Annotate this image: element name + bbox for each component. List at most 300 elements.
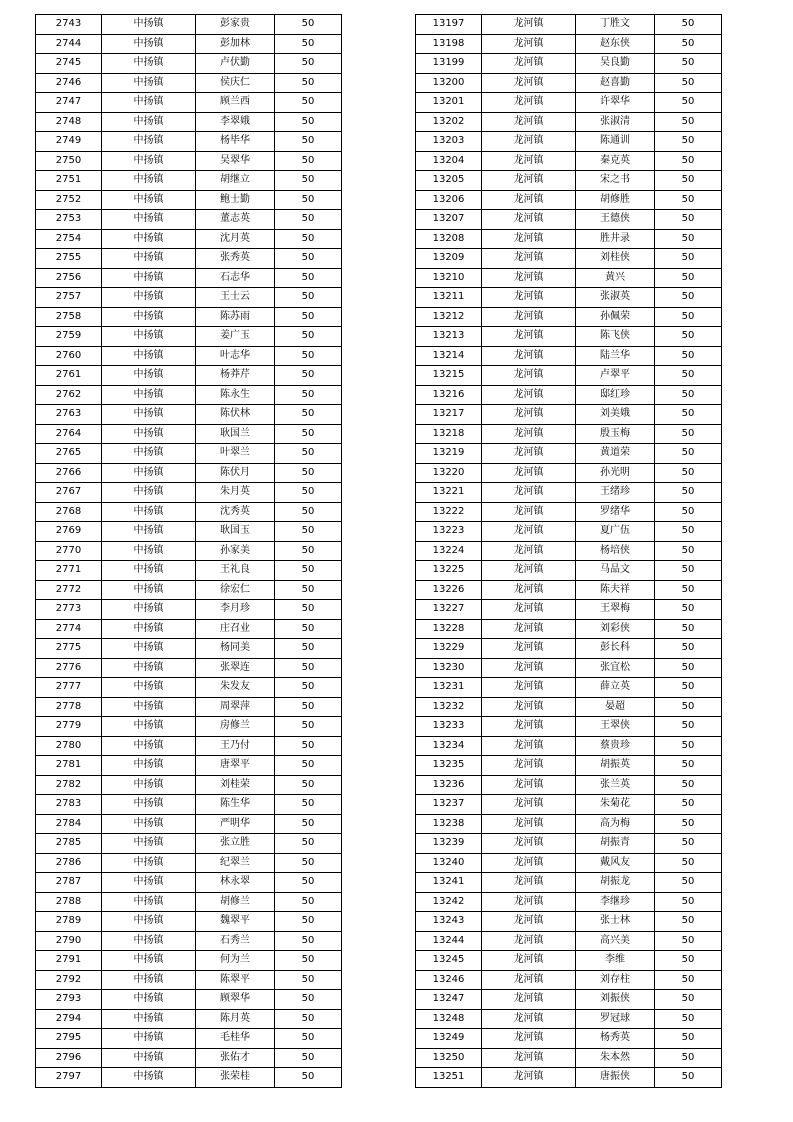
- table-row: [416, 970, 722, 990]
- table-row: [36, 93, 342, 113]
- amount-cell: 50: [655, 873, 722, 893]
- amount-cell: 50: [275, 834, 342, 854]
- row-number-cell: 13250: [416, 1048, 482, 1068]
- row-number-cell: 13234: [416, 736, 482, 756]
- name-cell: 杨同美: [196, 639, 275, 659]
- table-row: [36, 522, 342, 542]
- name-cell: 刘美娥: [576, 405, 655, 425]
- name-cell: 张翠连: [196, 658, 275, 678]
- amount-cell: 50: [275, 112, 342, 132]
- table-row: [416, 444, 722, 464]
- table-row: [36, 171, 342, 191]
- name-cell: 刘彩侠: [576, 619, 655, 639]
- table-row: [36, 639, 342, 659]
- town-cell: 中扬镇: [102, 385, 196, 405]
- amount-cell: 50: [275, 639, 342, 659]
- row-number-cell: 13218: [416, 424, 482, 444]
- town-cell: 中扬镇: [102, 132, 196, 152]
- amount-cell: 50: [655, 658, 722, 678]
- left-table: [35, 14, 342, 1088]
- row-number-cell: 2784: [36, 814, 102, 834]
- amount-cell: 50: [275, 327, 342, 347]
- table-row: [416, 424, 722, 444]
- row-number-cell: 13236: [416, 775, 482, 795]
- table-row: [416, 112, 722, 132]
- table-row: [36, 327, 342, 347]
- table-row: [36, 463, 342, 483]
- table-row: [416, 327, 722, 347]
- town-cell: 龙河镇: [482, 1009, 576, 1029]
- right-table: [415, 14, 722, 1088]
- town-cell: 龙河镇: [482, 15, 576, 35]
- name-cell: 耿国兰: [196, 424, 275, 444]
- amount-cell: 50: [655, 912, 722, 932]
- row-number-cell: 2759: [36, 327, 102, 347]
- amount-cell: 50: [655, 366, 722, 386]
- amount-cell: 50: [275, 814, 342, 834]
- name-cell: 林永翠: [196, 873, 275, 893]
- row-number-cell: 13200: [416, 73, 482, 93]
- town-cell: 龙河镇: [482, 288, 576, 308]
- amount-cell: 50: [655, 600, 722, 620]
- town-cell: 龙河镇: [482, 522, 576, 542]
- row-number-cell: 13223: [416, 522, 482, 542]
- table-row: [36, 15, 342, 35]
- town-cell: 中扬镇: [102, 522, 196, 542]
- table-row: [416, 502, 722, 522]
- table-row: [416, 268, 722, 288]
- name-cell: 陈飞侠: [576, 327, 655, 347]
- amount-cell: 50: [275, 151, 342, 171]
- row-number-cell: 2754: [36, 229, 102, 249]
- table-row: [416, 756, 722, 776]
- row-number-cell: 13205: [416, 171, 482, 191]
- table-row: [416, 697, 722, 717]
- amount-cell: 50: [275, 1009, 342, 1029]
- row-number-cell: 2760: [36, 346, 102, 366]
- table-row: [36, 834, 342, 854]
- row-number-cell: 2776: [36, 658, 102, 678]
- row-number-cell: 2757: [36, 288, 102, 308]
- row-number-cell: 13227: [416, 600, 482, 620]
- amount-cell: 50: [655, 580, 722, 600]
- amount-cell: 50: [655, 249, 722, 269]
- name-cell: 张佑才: [196, 1048, 275, 1068]
- amount-cell: 50: [655, 132, 722, 152]
- row-number-cell: 13237: [416, 795, 482, 815]
- row-number-cell: 13201: [416, 93, 482, 113]
- table-row: [416, 775, 722, 795]
- right-table-body: [416, 15, 722, 1088]
- table-row: [36, 366, 342, 386]
- town-cell: 中扬镇: [102, 424, 196, 444]
- town-cell: 中扬镇: [102, 483, 196, 503]
- row-number-cell: 13211: [416, 288, 482, 308]
- amount-cell: 50: [275, 502, 342, 522]
- row-number-cell: 13197: [416, 15, 482, 35]
- name-cell: 朱本然: [576, 1048, 655, 1068]
- table-row: [36, 951, 342, 971]
- town-cell: 中扬镇: [102, 600, 196, 620]
- amount-cell: 50: [275, 366, 342, 386]
- town-cell: 中扬镇: [102, 171, 196, 191]
- town-cell: 中扬镇: [102, 1009, 196, 1029]
- town-cell: 龙河镇: [482, 892, 576, 912]
- name-cell: 卢伏勤: [196, 54, 275, 74]
- row-number-cell: 2774: [36, 619, 102, 639]
- row-number-cell: 2766: [36, 463, 102, 483]
- name-cell: 胡继立: [196, 171, 275, 191]
- name-cell: 唐振侠: [576, 1068, 655, 1088]
- town-cell: 中扬镇: [102, 1029, 196, 1049]
- name-cell: 刘振侠: [576, 990, 655, 1010]
- row-number-cell: 2793: [36, 990, 102, 1010]
- row-number-cell: 2789: [36, 912, 102, 932]
- town-cell: 中扬镇: [102, 307, 196, 327]
- town-cell: 龙河镇: [482, 424, 576, 444]
- name-cell: 魏翠平: [196, 912, 275, 932]
- row-number-cell: 2758: [36, 307, 102, 327]
- table-row: [416, 54, 722, 74]
- table-row: [416, 853, 722, 873]
- row-number-cell: 13245: [416, 951, 482, 971]
- town-cell: 中扬镇: [102, 736, 196, 756]
- row-number-cell: 13206: [416, 190, 482, 210]
- row-number-cell: 2763: [36, 405, 102, 425]
- town-cell: 龙河镇: [482, 307, 576, 327]
- name-cell: 陈翠平: [196, 970, 275, 990]
- name-cell: 戴风友: [576, 853, 655, 873]
- name-cell: 胡修兰: [196, 892, 275, 912]
- town-cell: 龙河镇: [482, 775, 576, 795]
- row-number-cell: 13198: [416, 34, 482, 54]
- row-number-cell: 13209: [416, 249, 482, 269]
- row-number-cell: 2753: [36, 210, 102, 230]
- table-row: [36, 268, 342, 288]
- row-number-cell: 2768: [36, 502, 102, 522]
- table-row: [36, 34, 342, 54]
- row-number-cell: 2749: [36, 132, 102, 152]
- row-number-cell: 13216: [416, 385, 482, 405]
- row-number-cell: 2778: [36, 697, 102, 717]
- town-cell: 龙河镇: [482, 853, 576, 873]
- table-row: [36, 307, 342, 327]
- amount-cell: 50: [275, 385, 342, 405]
- amount-cell: 50: [275, 132, 342, 152]
- name-cell: 石志华: [196, 268, 275, 288]
- name-cell: 黄兴: [576, 268, 655, 288]
- table-row: [416, 249, 722, 269]
- name-cell: 杨莽芹: [196, 366, 275, 386]
- amount-cell: 50: [275, 424, 342, 444]
- name-cell: 王礼良: [196, 561, 275, 581]
- table-row: [416, 892, 722, 912]
- town-cell: 龙河镇: [482, 795, 576, 815]
- town-cell: 中扬镇: [102, 502, 196, 522]
- table-row: [416, 931, 722, 951]
- table-row: [36, 912, 342, 932]
- row-number-cell: 13225: [416, 561, 482, 581]
- amount-cell: 50: [655, 34, 722, 54]
- table-row: [36, 346, 342, 366]
- amount-cell: 50: [275, 892, 342, 912]
- amount-cell: 50: [275, 268, 342, 288]
- name-cell: 严明华: [196, 814, 275, 834]
- name-cell: 顾兰西: [196, 93, 275, 113]
- table-row: [36, 249, 342, 269]
- table-row: [36, 54, 342, 74]
- town-cell: 中扬镇: [102, 54, 196, 74]
- row-number-cell: 2762: [36, 385, 102, 405]
- name-cell: 李翠娥: [196, 112, 275, 132]
- amount-cell: 50: [655, 1068, 722, 1088]
- table-row: [36, 775, 342, 795]
- name-cell: 刘存柱: [576, 970, 655, 990]
- row-number-cell: 2752: [36, 190, 102, 210]
- town-cell: 龙河镇: [482, 580, 576, 600]
- row-number-cell: 13221: [416, 483, 482, 503]
- name-cell: 侯庆仁: [196, 73, 275, 93]
- amount-cell: 50: [275, 463, 342, 483]
- town-cell: 中扬镇: [102, 619, 196, 639]
- row-number-cell: 13235: [416, 756, 482, 776]
- town-cell: 龙河镇: [482, 873, 576, 893]
- table-row: [36, 1009, 342, 1029]
- name-cell: 许翠华: [576, 93, 655, 113]
- row-number-cell: 13244: [416, 931, 482, 951]
- town-cell: 中扬镇: [102, 775, 196, 795]
- amount-cell: 50: [275, 34, 342, 54]
- amount-cell: 50: [655, 931, 722, 951]
- row-number-cell: 13207: [416, 210, 482, 230]
- town-cell: 中扬镇: [102, 814, 196, 834]
- name-cell: 邸红珍: [576, 385, 655, 405]
- name-cell: 王士云: [196, 288, 275, 308]
- table-row: [36, 288, 342, 308]
- table-row: [416, 132, 722, 152]
- name-cell: 唐翠平: [196, 756, 275, 776]
- town-cell: 龙河镇: [482, 970, 576, 990]
- town-cell: 龙河镇: [482, 1029, 576, 1049]
- amount-cell: 50: [655, 502, 722, 522]
- table-row: [36, 658, 342, 678]
- table-row: [36, 1029, 342, 1049]
- row-number-cell: 2794: [36, 1009, 102, 1029]
- name-cell: 王翠侠: [576, 717, 655, 737]
- name-cell: 王绪珍: [576, 483, 655, 503]
- name-cell: 蔡贵珍: [576, 736, 655, 756]
- amount-cell: 50: [655, 541, 722, 561]
- row-number-cell: 13226: [416, 580, 482, 600]
- amount-cell: 50: [655, 385, 722, 405]
- row-number-cell: 13232: [416, 697, 482, 717]
- name-cell: 徐宏仁: [196, 580, 275, 600]
- amount-cell: 50: [655, 405, 722, 425]
- amount-cell: 50: [655, 795, 722, 815]
- town-cell: 龙河镇: [482, 249, 576, 269]
- town-cell: 中扬镇: [102, 697, 196, 717]
- row-number-cell: 13248: [416, 1009, 482, 1029]
- amount-cell: 50: [275, 1068, 342, 1088]
- name-cell: 姜广玉: [196, 327, 275, 347]
- name-cell: 陈永生: [196, 385, 275, 405]
- table-row: [416, 463, 722, 483]
- town-cell: 中扬镇: [102, 229, 196, 249]
- name-cell: 沈月英: [196, 229, 275, 249]
- name-cell: 陈通训: [576, 132, 655, 152]
- row-number-cell: 2767: [36, 483, 102, 503]
- name-cell: 房修兰: [196, 717, 275, 737]
- amount-cell: 50: [275, 970, 342, 990]
- table-row: [36, 756, 342, 776]
- row-number-cell: 2777: [36, 678, 102, 698]
- town-cell: 龙河镇: [482, 561, 576, 581]
- name-cell: 杨秀英: [576, 1029, 655, 1049]
- town-cell: 龙河镇: [482, 951, 576, 971]
- town-cell: 龙河镇: [482, 483, 576, 503]
- name-cell: 张淑英: [576, 288, 655, 308]
- town-cell: 龙河镇: [482, 405, 576, 425]
- town-cell: 中扬镇: [102, 93, 196, 113]
- name-cell: 张兰英: [576, 775, 655, 795]
- table-row: [36, 795, 342, 815]
- amount-cell: 50: [275, 580, 342, 600]
- amount-cell: 50: [655, 444, 722, 464]
- table-row: [36, 619, 342, 639]
- table-row: [416, 73, 722, 93]
- name-cell: 顾翠华: [196, 990, 275, 1010]
- amount-cell: 50: [655, 307, 722, 327]
- town-cell: 龙河镇: [482, 112, 576, 132]
- table-row: [36, 112, 342, 132]
- amount-cell: 50: [655, 990, 722, 1010]
- name-cell: 罗绪华: [576, 502, 655, 522]
- table-row: [416, 405, 722, 425]
- amount-cell: 50: [275, 678, 342, 698]
- town-cell: 龙河镇: [482, 834, 576, 854]
- row-number-cell: 2783: [36, 795, 102, 815]
- town-cell: 中扬镇: [102, 717, 196, 737]
- table-row: [416, 600, 722, 620]
- name-cell: 胜井录: [576, 229, 655, 249]
- name-cell: 毛桂华: [196, 1029, 275, 1049]
- table-row: [416, 873, 722, 893]
- name-cell: 张宜松: [576, 658, 655, 678]
- town-cell: 中扬镇: [102, 990, 196, 1010]
- town-cell: 中扬镇: [102, 1068, 196, 1088]
- town-cell: 龙河镇: [482, 463, 576, 483]
- town-cell: 中扬镇: [102, 444, 196, 464]
- town-cell: 龙河镇: [482, 541, 576, 561]
- amount-cell: 50: [275, 1029, 342, 1049]
- row-number-cell: 2785: [36, 834, 102, 854]
- town-cell: 龙河镇: [482, 366, 576, 386]
- table-row: [416, 717, 722, 737]
- table-row: [36, 814, 342, 834]
- amount-cell: 50: [655, 639, 722, 659]
- town-cell: 中扬镇: [102, 463, 196, 483]
- amount-cell: 50: [655, 93, 722, 113]
- row-number-cell: 2782: [36, 775, 102, 795]
- table-row: [416, 814, 722, 834]
- amount-cell: 50: [655, 288, 722, 308]
- amount-cell: 50: [275, 697, 342, 717]
- amount-cell: 50: [275, 288, 342, 308]
- town-cell: 中扬镇: [102, 892, 196, 912]
- town-cell: 中扬镇: [102, 73, 196, 93]
- town-cell: 中扬镇: [102, 853, 196, 873]
- name-cell: 周翠萍: [196, 697, 275, 717]
- amount-cell: 50: [275, 171, 342, 191]
- amount-cell: 50: [655, 522, 722, 542]
- table-row: [36, 190, 342, 210]
- town-cell: 龙河镇: [482, 931, 576, 951]
- town-cell: 龙河镇: [482, 73, 576, 93]
- town-cell: 龙河镇: [482, 658, 576, 678]
- table-row: [36, 717, 342, 737]
- name-cell: 赵东侠: [576, 34, 655, 54]
- name-cell: 庄召业: [196, 619, 275, 639]
- row-number-cell: 2791: [36, 951, 102, 971]
- table-row: [416, 346, 722, 366]
- table-row: [36, 132, 342, 152]
- amount-cell: 50: [655, 54, 722, 74]
- town-cell: 中扬镇: [102, 210, 196, 230]
- name-cell: 张士林: [576, 912, 655, 932]
- town-cell: 中扬镇: [102, 112, 196, 132]
- name-cell: 黄道荣: [576, 444, 655, 464]
- table-row: [416, 1068, 722, 1088]
- town-cell: 龙河镇: [482, 229, 576, 249]
- row-number-cell: 13210: [416, 268, 482, 288]
- amount-cell: 50: [655, 717, 722, 737]
- table-row: [416, 951, 722, 971]
- name-cell: 宋之书: [576, 171, 655, 191]
- amount-cell: 50: [655, 327, 722, 347]
- table-row: [36, 405, 342, 425]
- name-cell: 董志英: [196, 210, 275, 230]
- row-number-cell: 13241: [416, 873, 482, 893]
- row-number-cell: 2797: [36, 1068, 102, 1088]
- town-cell: 中扬镇: [102, 756, 196, 776]
- row-number-cell: 2781: [36, 756, 102, 776]
- name-cell: 高兴美: [576, 931, 655, 951]
- row-number-cell: 13199: [416, 54, 482, 74]
- amount-cell: 50: [655, 834, 722, 854]
- table-row: [36, 600, 342, 620]
- amount-cell: 50: [655, 229, 722, 249]
- amount-cell: 50: [655, 736, 722, 756]
- amount-cell: 50: [655, 210, 722, 230]
- town-cell: 龙河镇: [482, 268, 576, 288]
- row-number-cell: 13243: [416, 912, 482, 932]
- row-number-cell: 13217: [416, 405, 482, 425]
- row-number-cell: 13242: [416, 892, 482, 912]
- row-number-cell: 2755: [36, 249, 102, 269]
- town-cell: 中扬镇: [102, 580, 196, 600]
- town-cell: 龙河镇: [482, 327, 576, 347]
- amount-cell: 50: [275, 775, 342, 795]
- name-cell: 彭长科: [576, 639, 655, 659]
- town-cell: 中扬镇: [102, 561, 196, 581]
- amount-cell: 50: [275, 853, 342, 873]
- row-number-cell: 2765: [36, 444, 102, 464]
- row-number-cell: 13247: [416, 990, 482, 1010]
- table-row: [416, 1048, 722, 1068]
- row-number-cell: 13240: [416, 853, 482, 873]
- town-cell: 龙河镇: [482, 34, 576, 54]
- table-row: [36, 990, 342, 1010]
